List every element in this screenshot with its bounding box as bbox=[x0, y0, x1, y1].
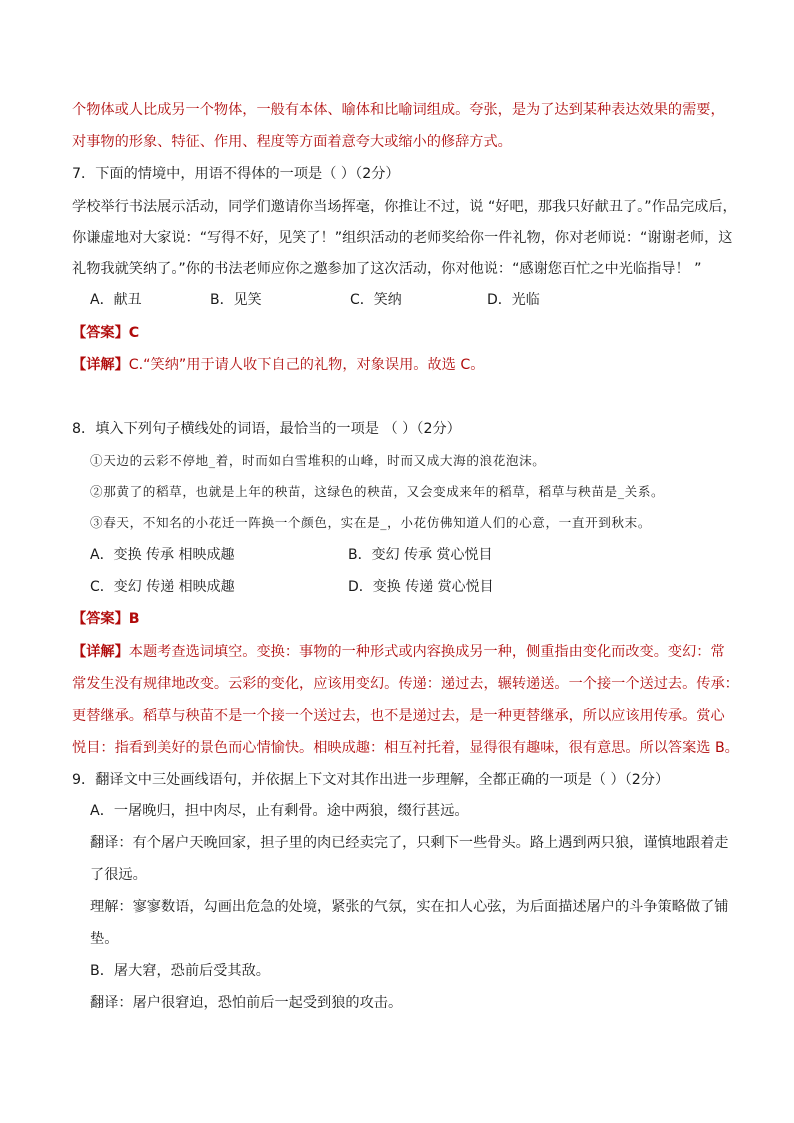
q7-answer-tag: 【答案】 bbox=[72, 325, 129, 341]
q7-answer-value: C bbox=[128, 325, 140, 341]
q7-passage-line-1: 学校举行书法展示活动，同学们邀请你当场挥毫，你推让不过，说 “好吧，那我只好献丑了。”作品完成后， bbox=[72, 199, 737, 215]
q8-answer-value: B bbox=[128, 611, 140, 627]
q8-option-d: D．变换 传递 赏心悦目 bbox=[348, 579, 494, 595]
q8-sentence-1: ①天边的云彩不停地_着，时而如白雪堆积的山峰，时而又成大海的浪花泡沫。 bbox=[90, 453, 546, 468]
q7-detail-line bbox=[72, 355, 484, 375]
q9-option-a-translation-2: 了很远。 bbox=[90, 867, 147, 883]
q9-option-a-translation-1: 翻译：有个屠户天晚回家，担子里的肉已经卖完了，只剩下一些骨头。路上遇到两只狼，谨慎地跟着走 bbox=[90, 835, 729, 851]
q8-option-c: C．变幻 传递 相映成趣 bbox=[90, 579, 235, 595]
q8-answer-line bbox=[72, 609, 140, 629]
q7-answer-line bbox=[72, 323, 139, 343]
q8-detail-tag: 【详解】 bbox=[72, 644, 129, 660]
q7-passage-line-3: 礼物我就笑纳了。”你的书法老师应你之邀参加了这次活动，你对他说：“感谢您百忙之中光临指导！ ” bbox=[72, 261, 702, 277]
q8-detail-line-1 bbox=[72, 642, 725, 662]
q9-option-a-understanding-1: 理解：寥寥数语，勾画出危急的处境，紧张的气氛，实在扣人心弦，为后面描述屠户的斗争策略做了铺 bbox=[90, 899, 729, 915]
q7-detail-tag: 【详解】 bbox=[72, 357, 129, 373]
intro-line-1: 个物体或人比成另一个物体，一般有本体、喻体和比喻词组成。夸张，是为了达到某种表达效果的需要， bbox=[72, 102, 725, 118]
q7-option-d: D．光临 bbox=[487, 292, 540, 308]
q9-option-b-text: B．屠大窘，恐前后受其敌。 bbox=[90, 963, 270, 979]
q7-option-b: B．见笑 bbox=[210, 292, 262, 308]
q8-detail-line-2: 常发生没有规律地改变。云彩的变化，应该用变幻。传递：递过去，辗转递送。一个接一个送过去。传承： bbox=[72, 676, 739, 692]
q7-detail-text: C.“笑纳”用于请人收下自己的礼物，对象误用。故选 C。 bbox=[128, 357, 485, 373]
q8-detail-line-3: 更替继承。稻草与秧苗不是一个接一个送过去，也不是递过去，是一种更替继承，所以应该用传承。赏心 bbox=[72, 708, 725, 724]
q7-passage-line-2: 你谦虚地对大家说：“写得不好，见笑了！”组织活动的老师奖给你一件礼物，你对老师说：“谢谢老师，这 bbox=[72, 230, 733, 246]
q9-option-b-translation: 翻译：屠户很窘迫，恐怕前后一起受到狼的攻击。 bbox=[90, 995, 403, 1011]
q8-stem: 8．填入下列句子横线处的词语，最恰当的一项是 （ ）（2分） bbox=[72, 421, 461, 437]
q8-sentence-2: ②那黄了的稻草，也就是上年的秧苗，这绿色的秧苗，又会变成来年的稻草，稻草与秧苗是_关系。 bbox=[90, 484, 665, 499]
q7-stem: 7．下面的情境中，用语不得体的一项是（ ）（2分） bbox=[72, 166, 400, 182]
q8-detail-text-1: 本题考查选词填空。变换：事物的一种形式或内容换成另一种，侧重指由变化而改变。变幻：常 bbox=[128, 644, 725, 660]
q8-sentence-3: ③春天，不知名的小花迁一阵换一个颜色，实在是_，小花仿佛知道人们的心意，一直开到秋末。 bbox=[90, 515, 652, 530]
intro-line-2: 对事物的形象、特征、作用、程度等方面着意夸大或缩小的修辞方式。 bbox=[72, 134, 512, 150]
q7-option-a: A．献丑 bbox=[90, 292, 142, 308]
q8-option-b: B．变幻 传承 赏心悦目 bbox=[348, 547, 493, 563]
q7-option-c: C．笑纳 bbox=[350, 292, 402, 308]
q8-detail-line-4: 悦目：指看到美好的景色而心情愉快。相映成趣：相互衬托着，显得很有趣味，很有意思。所以答案选 B。 bbox=[72, 740, 739, 756]
q9-option-a-text: A．一屠晚归，担中肉尽，止有剩骨。途中两狼，缀行甚远。 bbox=[90, 803, 469, 819]
q8-answer-tag: 【答案】 bbox=[72, 611, 129, 627]
q9-option-a-understanding-2: 垫。 bbox=[90, 931, 119, 947]
q8-option-a: A．变换 传承 相映成趣 bbox=[90, 547, 235, 563]
q9-stem: 9．翻译文中三处画线语句，并依据上下文对其作出进一步理解，全都正确的一项是（ ）（2分） bbox=[72, 772, 670, 788]
